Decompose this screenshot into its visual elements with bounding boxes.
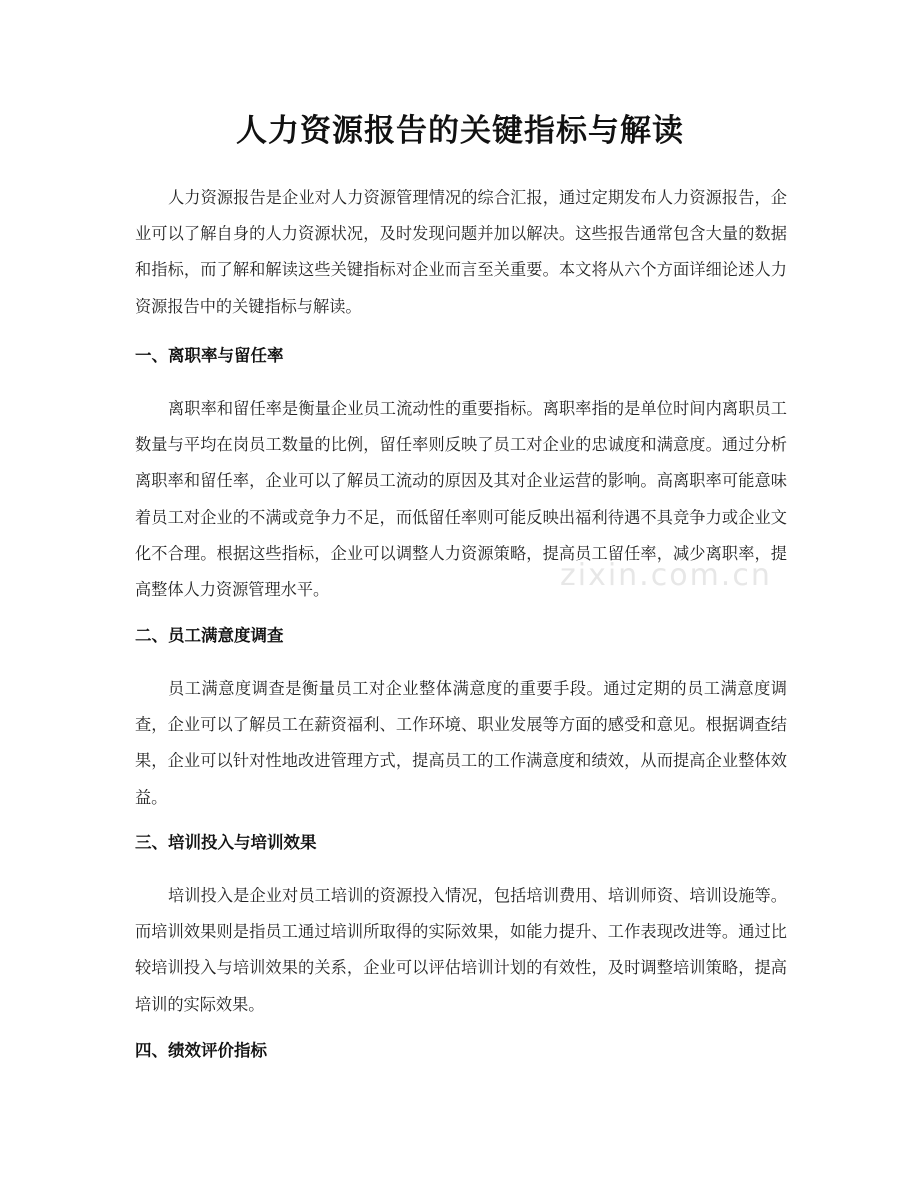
section-body-2: 员工满意度调查是衡量员工对企业整体满意度的重要手段。通过定期的员工满意度调查，企业可以了解员工在薪资福利、工作环境、职业发展等方面的感受和意见。根据调查结果，企业可以针对性地改进管理方式，提高员工的工作满意度和绩效，从而提高企业整体效益。 — [135, 679, 787, 807]
section-heading-3: 三、培训投入与培训效果 — [135, 833, 317, 852]
intro-paragraph: 人力资源报告是企业对人力资源管理情况的综合汇报，通过定期发布人力资源报告，企业可以了解自身的人力资源状况，及时发现问题并加以解决。这些报告通常包含大量的数据和指标，而了解和解读这些关键指标对企业而言至关重要。本文将从六个方面详细论述人力资源报告中的关键指标与解读。 — [135, 188, 787, 316]
watermark: zixin.com.cn — [560, 558, 772, 593]
section-heading-2: 二、员工满意度调查 — [135, 626, 284, 645]
section-body-1: 离职率和留任率是衡量企业员工流动性的重要指标。离职率指的是单位时间内离职员工数量与平均在岗员工数量的比例，留任率则反映了员工对企业的忠诚度和满意度。通过分析离职率和留任率，企业可以了解员工流动的原因及其对企业运营的影响。高离职率可能意味着员工对企业的不满或竞争力不足，而低留任率则可能反映出福利待遇不具竞争力或企业文化不合理。根据这些指标，企业可以调整人力资源策略，提高员工留任率，减少离职率，提高整体人力资源管理水平。 — [135, 399, 787, 600]
section-heading-4: 四、绩效评价指标 — [135, 1041, 267, 1060]
section-body-3: 培训投入是企业对员工培训的资源投入情况，包括培训费用、培训师资、培训设施等。而培训效果则是指员工通过培训所取得的实际效果，如能力提升、工作表现改进等。通过比较培训投入与培训效果的关系，企业可以评估培训计划的有效性，及时调整培训策略，提高培训的实际效果。 — [135, 886, 787, 1014]
section-heading-1: 一、离职率与留任率 — [135, 346, 284, 365]
document-title: 人力资源报告的关键指标与解读 — [236, 113, 684, 149]
